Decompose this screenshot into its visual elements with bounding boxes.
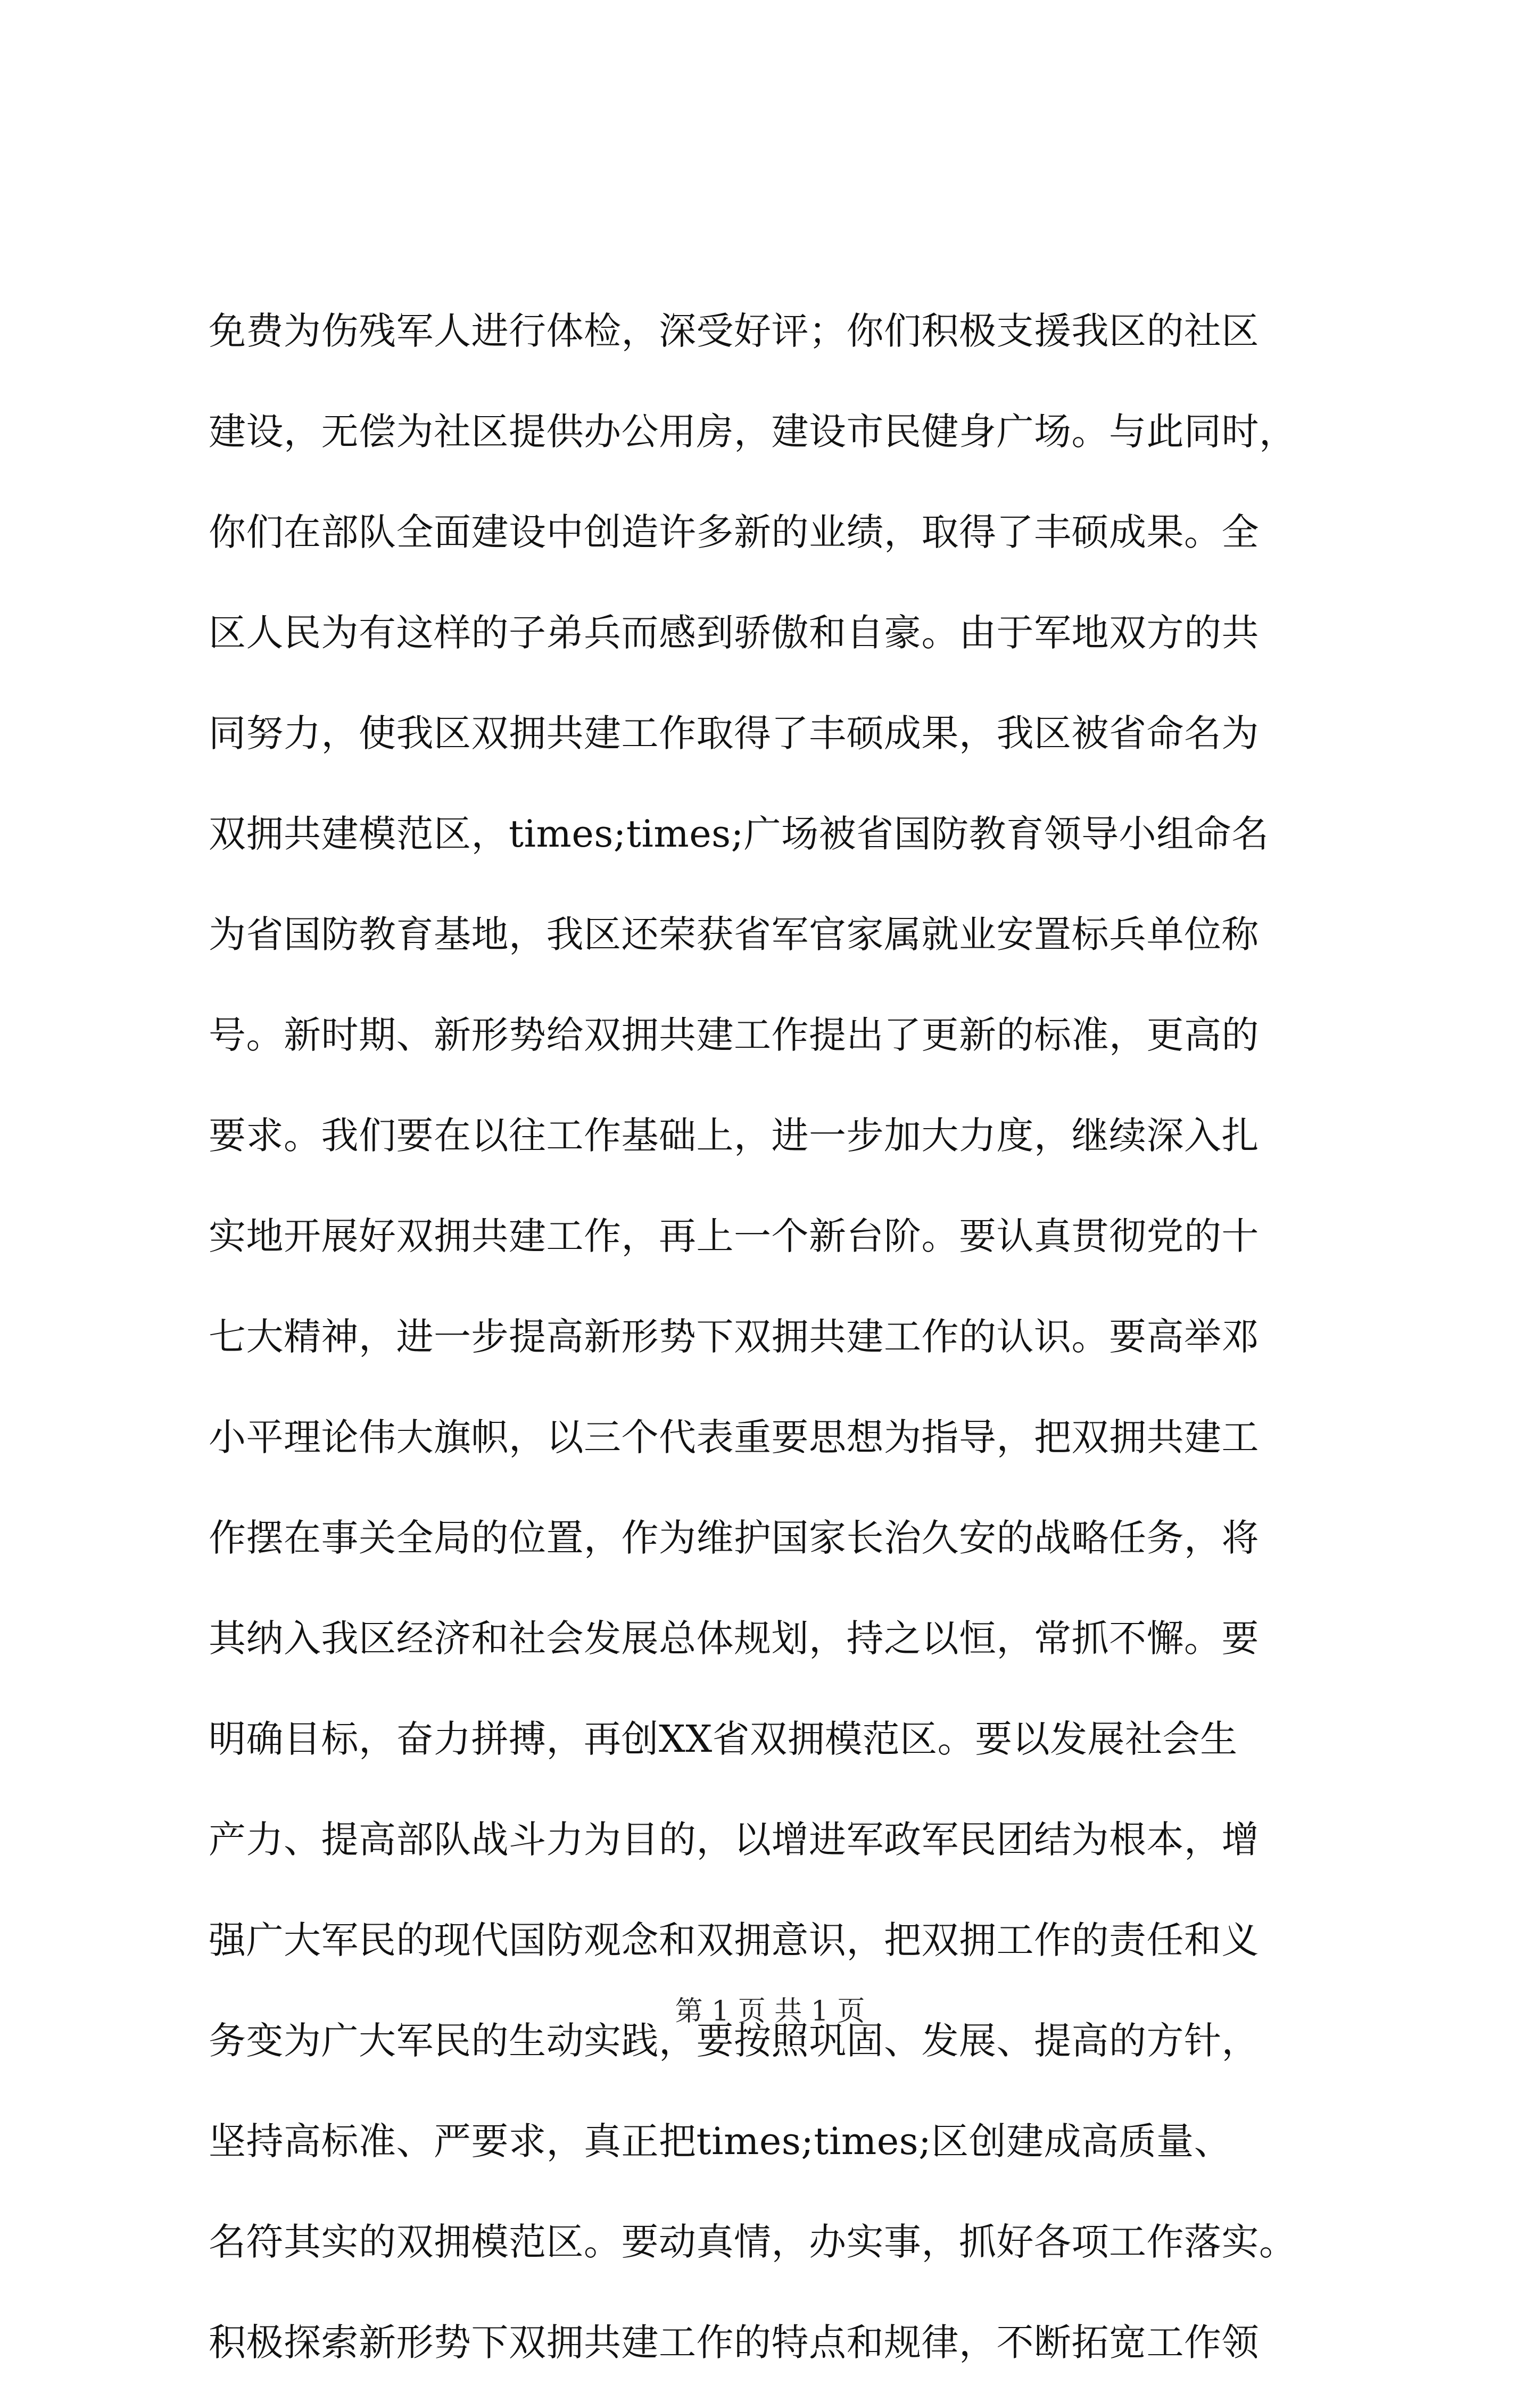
text-line: 为省国防教育基地，我区还荣获省军官家属就业安置标兵单位称 — [209, 913, 1259, 956]
text-line: 双拥共建模范区，times;times;广场被省国防教育领导小组命名 — [209, 812, 1269, 856]
text-line: 积极探索新形势下双拥共建工作的特点和规律，不断拓宽工作领 — [209, 2321, 1259, 2364]
text-line: 其纳入我区经济和社会发展总体规划，持之以恒，常抓不懈。要 — [209, 1617, 1259, 1660]
text-line: 实地开展好双拥共建工作，再上一个新台阶。要认真贯彻党的十 — [209, 1214, 1259, 1258]
text-line: 务变为广大军民的生动实践，要按照巩固、发展、提高的方针， — [209, 2019, 1259, 2063]
text-line: 免费为伤残军人进行体检，深受好评；你们积极支援我区的社区 — [209, 309, 1259, 353]
page-footer — [0, 1990, 1540, 2033]
text-line: 强广大军民的现代国防观念和双拥意识，把双拥工作的责任和义 — [209, 1918, 1259, 1962]
text-line: 产力、提高部队战斗力为目的，以增进军政军民团结为根本，增 — [209, 1818, 1259, 1861]
text-line: 小平理论伟大旗帜，以三个代表重要思想为指导，把双拥共建工 — [209, 1415, 1259, 1459]
text-line: 号。新时期、新形势给双拥共建工作提出了更新的标准，更高的 — [209, 1013, 1259, 1057]
text-line: 作摆在事关全局的位置，作为维护国家长治久安的战略任务，将 — [209, 1516, 1259, 1560]
text-line: 要求。我们要在以往工作基础上，进一步加大力度，继续深入扎 — [209, 1114, 1259, 1157]
text-line: 你们在部队全面建设中创造许多新的业绩，取得了丰硕成果。全 — [209, 510, 1259, 554]
text-line: 明确目标，奋力拼搏，再创XX省双拥模范区。要以发展社会生 — [209, 1717, 1238, 1761]
text-line: 区人民为有这样的子弟兵而感到骄傲和自豪。由于军地双方的共 — [209, 611, 1259, 655]
text-line: 名符其实的双拥模范区。要动真情，办实事，抓好各项工作落实。 — [209, 2220, 1297, 2264]
text-line: 七大精神，进一步提高新形势下双拥共建工作的认识。要高举邓 — [209, 1315, 1259, 1359]
page-number-label: 第 1 页 共 1 页 — [675, 1995, 865, 2027]
text-line: 坚持高标准、严要求，真正把times;times;区创建成高质量、 — [209, 2119, 1232, 2163]
body-paragraph — [209, 281, 1337, 2393]
text-line: 建设，无偿为社区提供办公用房，建设市民健身广场。与此同时， — [209, 410, 1297, 453]
text-line: 同努力，使我区双拥共建工作取得了丰硕成果，我区被省命名为 — [209, 711, 1259, 755]
